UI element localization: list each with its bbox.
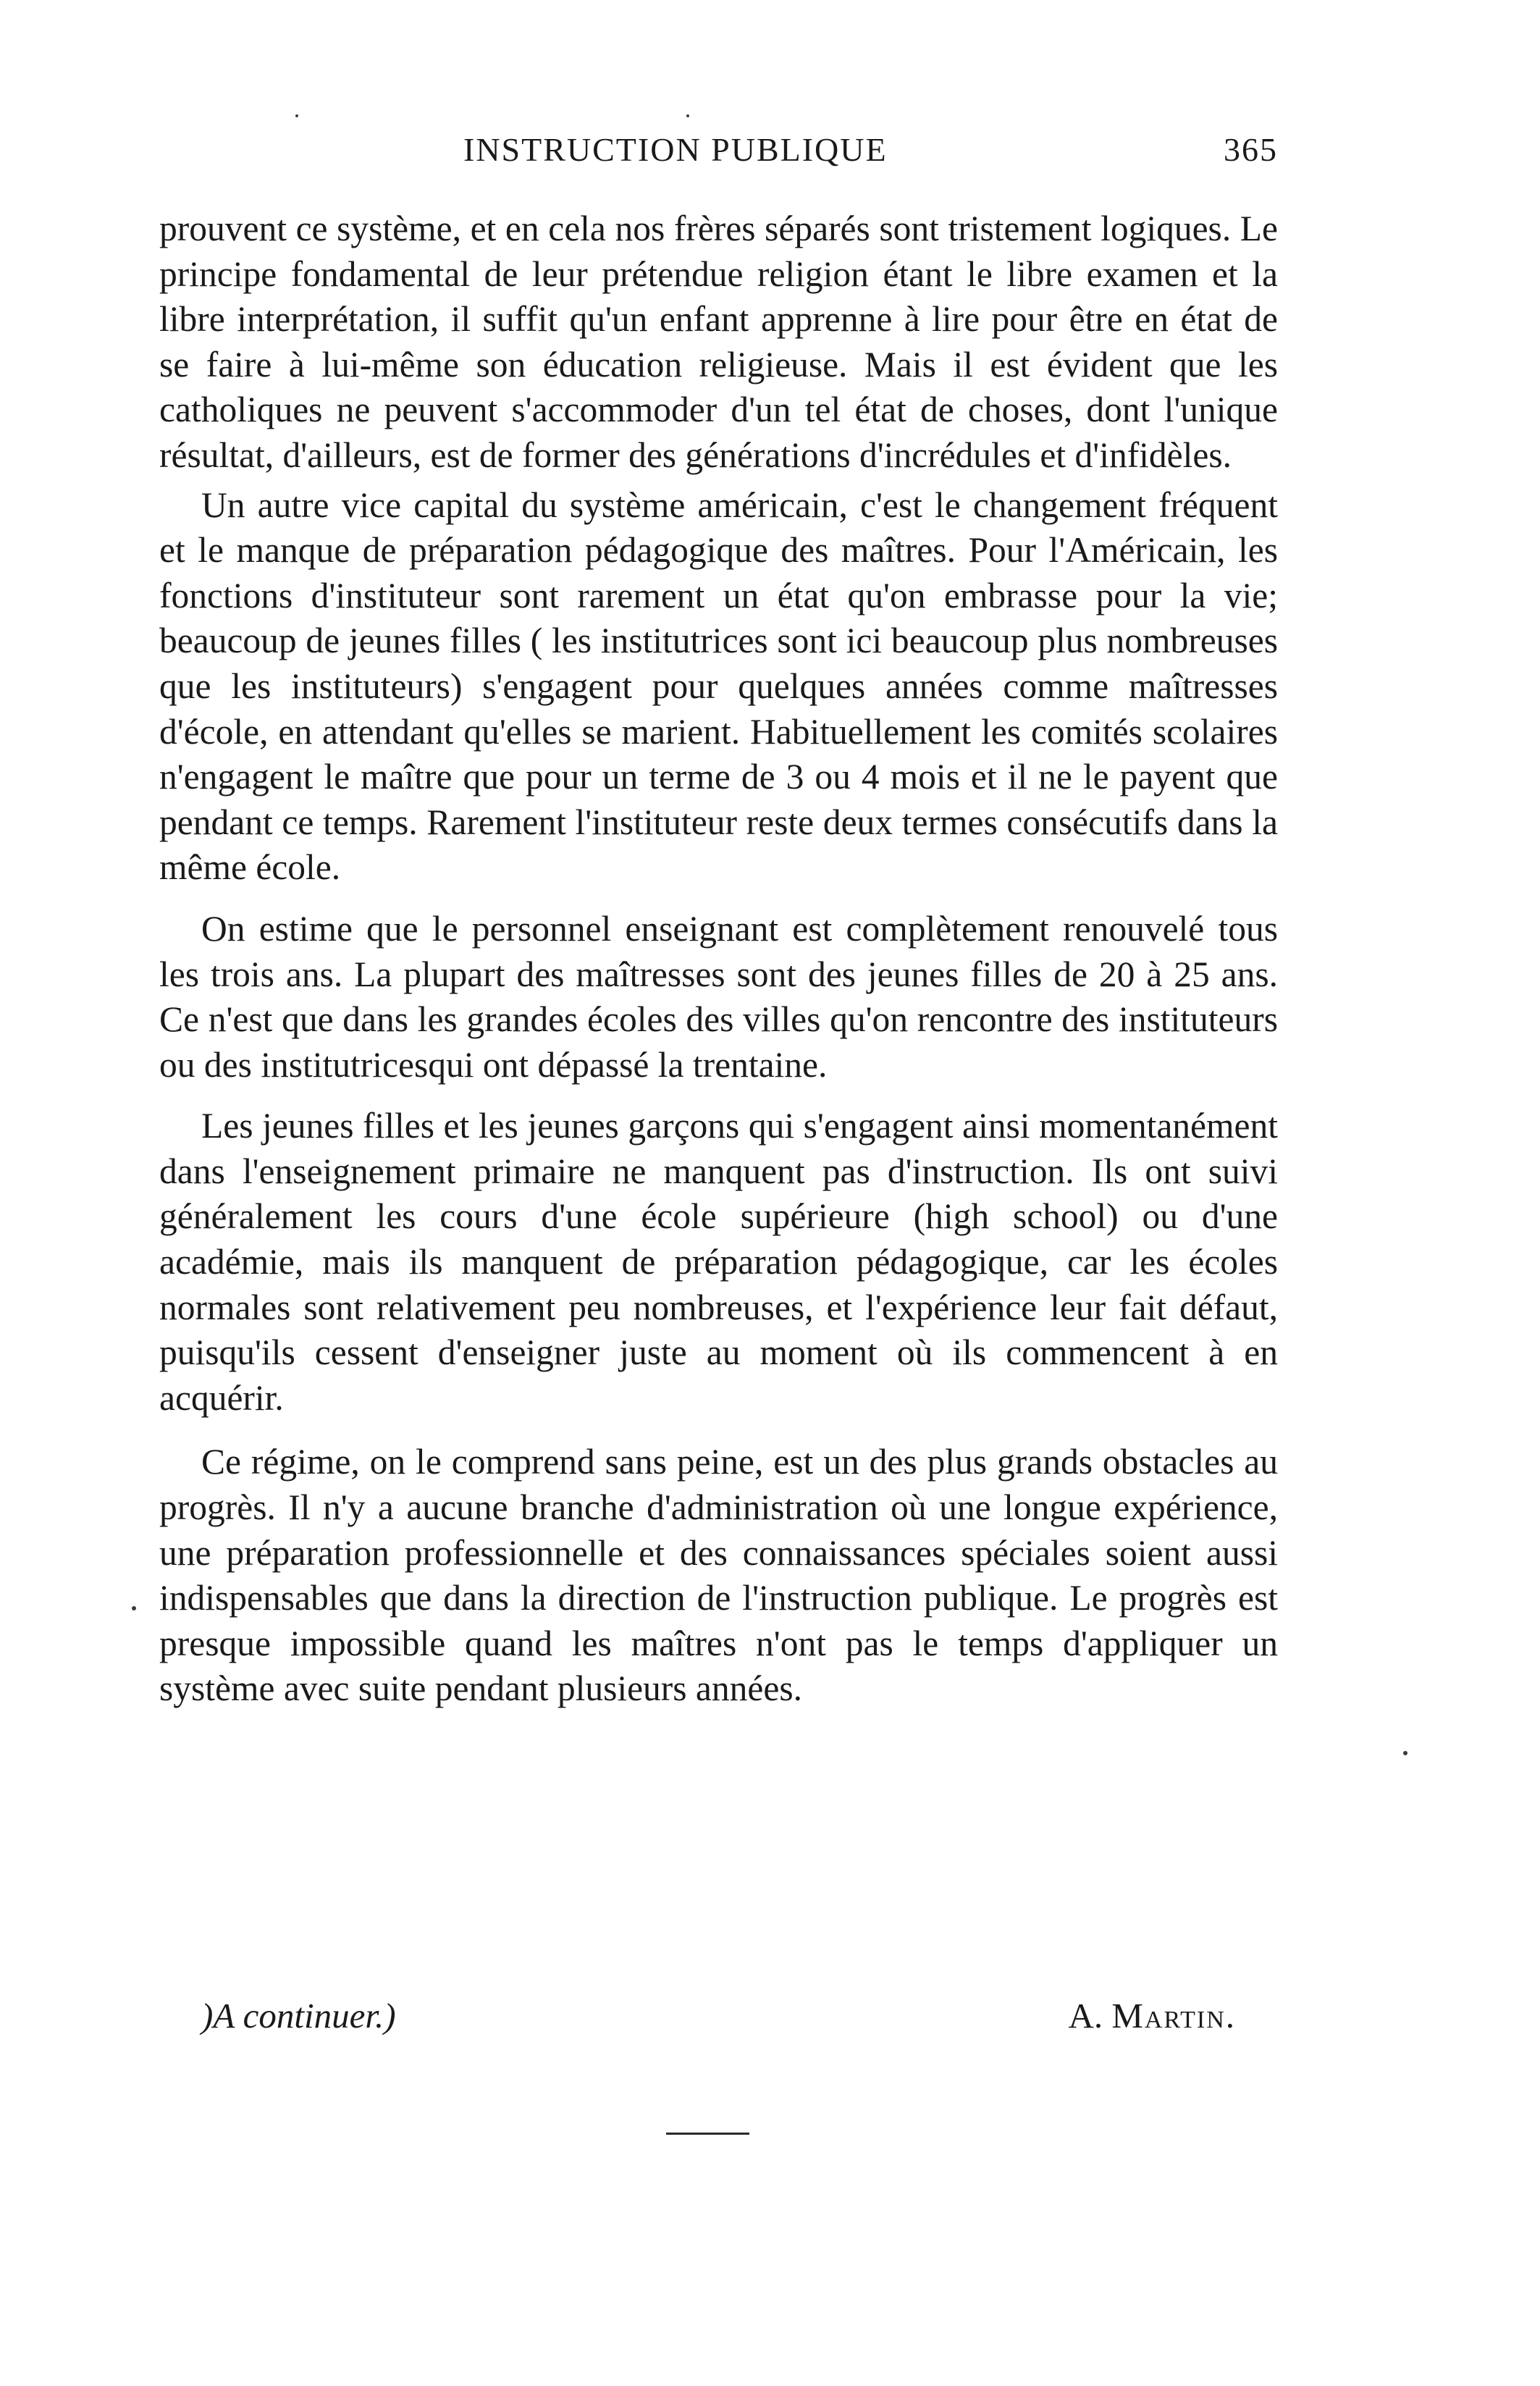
- page-number: 365: [1224, 131, 1278, 168]
- paragraph-obstacle-to-progress: Ce régime, on le comprend sans peine, est un des plus grands obstacles au progrès. Il n'y a aucune branche d'administration où une longue expérience, une préparation professionnelle et des connaissances spéciales soient aussi indispensables que dans la direction de l'instruction publique. Le progrès est presque impossible quand les maîtres n'ont pas le temps d'appliquer un système avec suite pendant plusieurs années.: [159, 1442, 1278, 1709]
- paragraph-teacher-training: Les jeunes filles et les jeunes garçons qui s'engagent ainsi momentanément dans l'enseignement primaire ne manquent pas d'instruction. Ils ont suivi généralement les cours d'une école supérieure (high school) ou d'une académie, mais ils manquent de préparation pédagogique, car les écoles normales sont relativement peu nombreuses, et l'expérience leur fait défaut, puisqu'ils cessent d'enseigner juste au moment où ils commencent à en acquérir.: [159, 1106, 1278, 1418]
- to-be-continued-note: )A continuer.): [201, 1996, 396, 2036]
- print-speck-mark: [295, 114, 298, 117]
- print-speck-mark: [1403, 1751, 1408, 1755]
- print-speck-mark: [686, 114, 689, 117]
- running-title: INSTRUCTION PUBLIQUE: [463, 131, 888, 168]
- closing-rule: [666, 2133, 749, 2135]
- body-text: [159, 206, 1278, 1712]
- running-head: [159, 130, 1278, 181]
- signoff-line: [159, 1995, 1278, 2046]
- author-signature: [1068, 1995, 1236, 2036]
- author-surname: Martin.: [1111, 1996, 1236, 2036]
- author-initial: A.: [1068, 1996, 1103, 2036]
- print-speck-mark: [132, 1606, 136, 1610]
- paragraph-teacher-turnover: Un autre vice capital du système américain, c'est le changement fréquent et le manque de préparation pédagogique des maîtres. Pour l'Américain, les fonctions d'instituteur sont rarement un état qu'on embrasse pour la vie; beaucoup de jeunes filles ( les institutrices sont ici beaucoup plus nombreuses que les instituteurs) s'engagent pour quelques années comme maîtresses d'école, en attendant qu'elles se marient. Habituellement les comités scolaires n'engagent le maître que pour un terme de 3 ou 4 mois et il ne le payent que pendant ce temps. Rarement l'instituteur reste deux termes consécutifs dans la même école.: [159, 484, 1278, 888]
- paragraph-staff-renewal: On estime que le personnel enseignant est complètement renouvelé tous les trois ans. La plupart des maîtresses sont des jeunes filles de 20 à 25 ans. Ce n'est que dans les grandes écoles des villes qu'on rencontre des instituteurs ou des institutricesqui ont dépassé la trentaine.: [159, 908, 1278, 1085]
- paragraph-catholic-objection: prouvent ce système, et en cela nos frères séparés sont tristement logiques. Le principe fondamental de leur prétendue religion étant le libre examen et la libre interprétation, il suffit qu'un enfant apprenne à lire pour être en état de se faire à lui-même son éducation religieuse. Mais il est évident que les catholiques ne peuvent s'accommoder d'un tel état de choses, dont l'unique résultat, d'ailleurs, est de former des générations d'incrédules et d'infidèles.: [159, 209, 1278, 475]
